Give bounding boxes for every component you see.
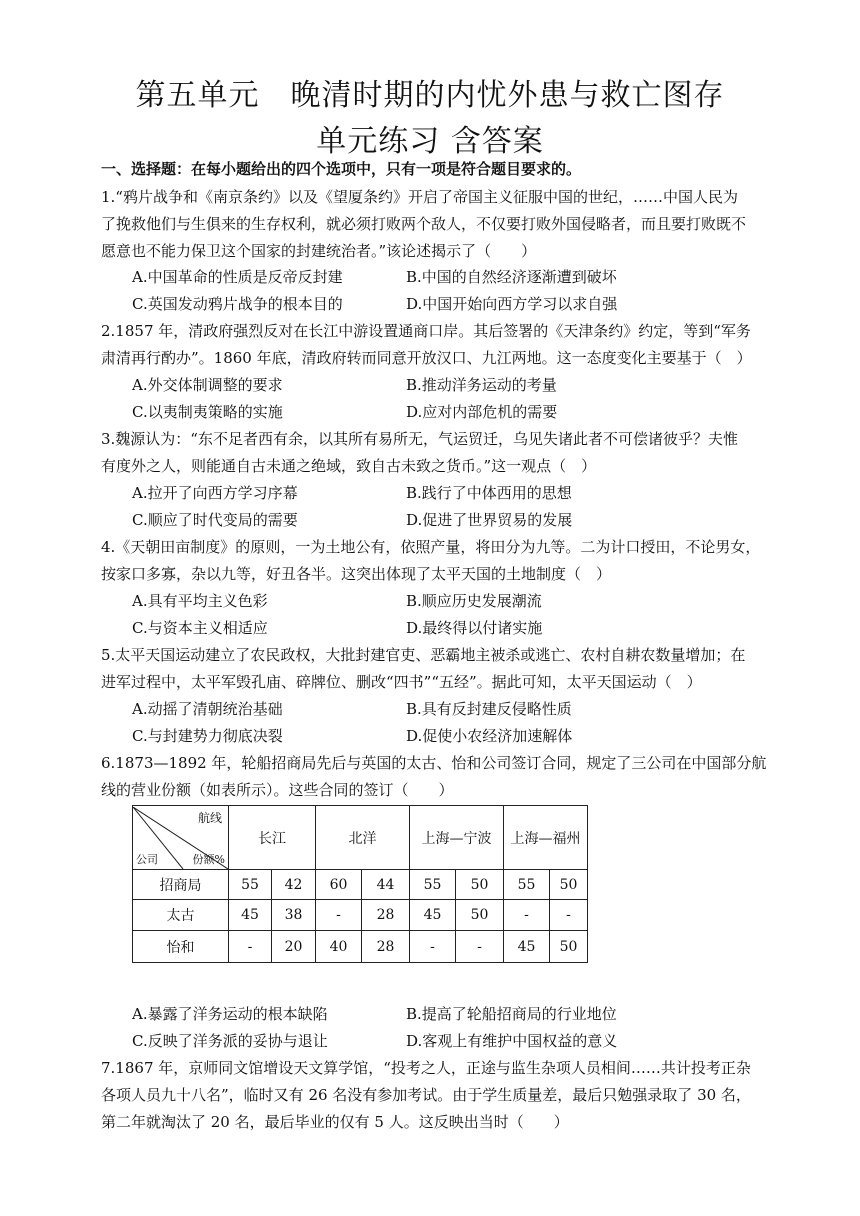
table-cell: 28 — [362, 931, 410, 963]
q1-text-line: 1.“鸦片战争和《南京条约》以及《望厦条约》开启了帝国主义征服中国的世纪，……中国人民为 — [101, 188, 738, 206]
table-cell: - — [504, 900, 550, 931]
q3-text-line: 有度外之人，则能通自古未通之绝域，致自古未致之货币。”这一观点（ ） — [101, 457, 597, 475]
table-cell: 50 — [456, 870, 504, 900]
table-cell: 50 — [550, 931, 588, 963]
table-cell: - — [316, 900, 362, 931]
q3-option-d: D.促进了世界贸易的发展 — [406, 511, 573, 529]
q5-option-b: B.具有反封建反侵略性质 — [406, 700, 572, 718]
table-cell: 55 — [410, 870, 456, 900]
q5-option-d: D.促使小农经济加速解体 — [406, 727, 573, 745]
q5-option-c: C.与封建势力彻底决裂 — [132, 727, 283, 745]
table-cell: 38 — [272, 900, 316, 931]
corner-label-route: 航线 — [197, 810, 222, 825]
table-row — [133, 900, 588, 931]
table-cell: 55 — [504, 870, 550, 900]
q2-option-b: B.推动洋务运动的考量 — [406, 376, 557, 394]
q4-option-c: C.与资本主义相适应 — [132, 619, 268, 637]
table-cell: 40 — [316, 931, 362, 963]
q5-text-line: 进军过程中，太平军毁孔庙、碎牌位、删改“四书”“五经”。据此可知，太平天国运动（ ） — [101, 673, 702, 691]
table-cell-company: 招商局 — [133, 870, 229, 900]
page-title: 第五单元 晚清时期的内忧外患与救亡图存 — [135, 78, 725, 113]
q2-text-line: 肃清再行酌办”。1860 年底，清政府转而同意开放汉口、九江两地。这一态度变化主要基于（ ） — [101, 349, 752, 367]
table-header-route: 上海—福州 — [504, 806, 588, 870]
q4-option-a: A.具有平均主义色彩 — [132, 592, 268, 610]
q1-option-d: D.中国开始向西方学习以求自强 — [406, 295, 618, 313]
q4-text-line: 按家口多寡，杂以九等，好丑各半。这突出体现了太平天国的土地制度（ ） — [101, 565, 612, 583]
table-cell: 60 — [316, 870, 362, 900]
q7-text-line: 第二年就淘汰了 20 名，最后毕业的仅有 5 人。这反映出当时（ ） — [101, 1113, 569, 1131]
q6-option-d: D.客观上有维护中国权益的意义 — [406, 1032, 618, 1050]
q2-option-d: D.应对内部危机的需要 — [406, 403, 558, 421]
table-row — [133, 870, 588, 900]
shipping-share-table — [132, 805, 588, 963]
table-cell: 55 — [229, 870, 272, 900]
table-header-route: 长江 — [229, 806, 316, 870]
table-cell: 45 — [504, 931, 550, 963]
q3-text-line: 3.魏源认为：“东不足者西有余，以其所有易所无，气运贸迁，乌见失诸此者不可偿诸彼乎？夫惟 — [101, 430, 738, 448]
table-cell: 50 — [456, 900, 504, 931]
q4-text-line: 4.《天朝田亩制度》的原则，一为土地公有，依照产量，将田分为九等。二为计口授田，不论男女， — [101, 538, 761, 556]
q5-text-line: 5.太平天国运动建立了农民政权，大批封建官吏、恶霸地主被杀或逃亡、农村自耕农数量增加；在 — [101, 646, 746, 664]
table-cell: 20 — [272, 931, 316, 963]
corner-label-company: 公司 — [136, 852, 158, 866]
table-cell: - — [410, 931, 456, 963]
table-cell: - — [229, 931, 272, 963]
table-cell: 45 — [410, 900, 456, 931]
table-cell: 42 — [272, 870, 316, 900]
q1-text-line: 愿意也不能力保卫这个国家的封建统治者。”该论述揭示了（ ） — [101, 242, 537, 260]
q6-option-a: A.暴露了洋务运动的根本缺陷 — [132, 1005, 328, 1023]
q2-text-line: 2.1857 年，清政府强烈反对在长江中游设置通商口岸。其后签署的《天津条约》约定，等到“军务 — [101, 322, 751, 340]
table-cell: 50 — [550, 870, 588, 900]
table-header-route: 上海—宁波 — [410, 806, 504, 870]
q2-option-c: C.以夷制夷策略的实施 — [132, 403, 283, 421]
q1-option-b: B.中国的自然经济逐渐遭到破坏 — [406, 268, 617, 286]
table-cell-company: 怡和 — [133, 931, 229, 963]
q7-text-line: 各项人员九十八名”，临时又有 26 名没有参加考试。由于学生质量差，最后只勉强录取了 30 名， — [101, 1086, 751, 1104]
q6-text-line: 6.1873—1892 年，轮船招商局先后与英国的太古、怡和公司签订合同，规定了三公司在中国部分航 — [101, 754, 767, 772]
q6-text-line: 线的营业份额（如表所示）。这些合同的签订（ ） — [101, 781, 454, 799]
table-cell: - — [456, 931, 504, 963]
q2-option-a: A.外交体制调整的要求 — [132, 376, 283, 394]
q6-option-c: C.反映了洋务派的妥协与退让 — [132, 1032, 328, 1050]
q1-text-line: 了挽救他们与生俱来的生存权利，就必须打败两个敌人，不仅要打败外国侵略者，而且要打败既不 — [101, 215, 747, 233]
q3-option-b: B.践行了中体西用的思想 — [406, 484, 572, 502]
table-cell: 44 — [362, 870, 410, 900]
q4-option-b: B.顺应历史发展潮流 — [406, 592, 542, 610]
q7-text-line: 7.1867 年，京师同文馆增设天文算学馆，“投考之人，正途与监生杂项人员相间……共计投考正杂 — [101, 1059, 751, 1077]
table-cell: - — [550, 900, 588, 931]
table-cell: 45 — [229, 900, 272, 931]
q1-option-a: A.中国革命的性质是反帝反封建 — [132, 268, 343, 286]
q1-option-c: C.英国发动鸦片战争的根本目的 — [132, 295, 343, 313]
q4-option-d: D.最终得以付诸实施 — [406, 619, 543, 637]
q3-option-c: C.顺应了时代变局的需要 — [132, 511, 298, 529]
corner-label-share: 份额% — [192, 852, 225, 866]
table-cell: 28 — [362, 900, 410, 931]
table-row — [133, 931, 588, 963]
q6-option-b: B.提高了轮船招商局的行业地位 — [406, 1005, 617, 1023]
page-subtitle: 单元练习 含答案 — [316, 124, 544, 159]
table-cell-company: 太古 — [133, 900, 229, 931]
table-header-route: 北洋 — [316, 806, 410, 870]
table-corner-cell — [133, 806, 229, 870]
section-heading: 一、选择题：在每小题给出的四个选项中，只有一项是符合题目要求的。 — [101, 160, 582, 178]
q3-option-a: A.拉开了向西方学习序幕 — [132, 484, 298, 502]
q5-option-a: A.动摇了清朝统治基础 — [132, 700, 283, 718]
